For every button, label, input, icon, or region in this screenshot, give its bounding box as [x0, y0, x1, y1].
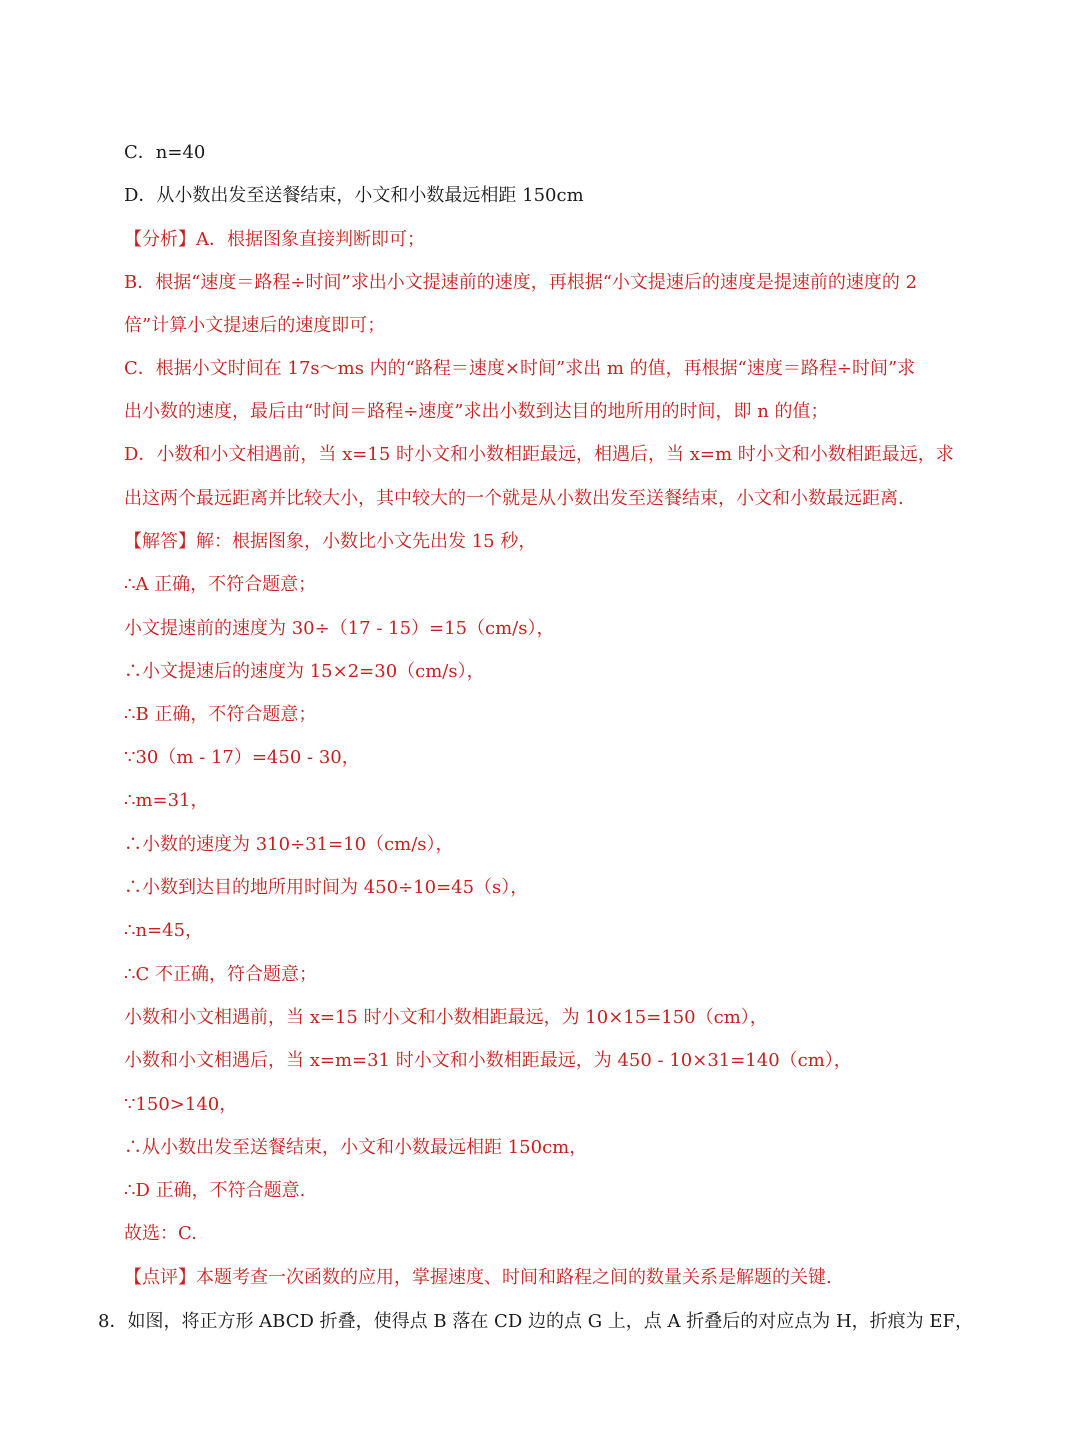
solution-line: ∴小数的速度为 310÷31=10（cm/s），: [124, 834, 454, 855]
solution-line: ∴小数到达目的地所用时间为 450÷10=45（s），: [124, 877, 529, 898]
analysis-line-6: D．小数和小文相遇前，当 x=15 时小文和小数相距最远，相遇后，当 x=m 时小文和小数相距最远，求: [124, 444, 954, 465]
solution-line: ∴从小数出发至送餐结束，小文和小数最远相距 150cm，: [124, 1137, 588, 1158]
solution-line: 小文提速前的速度为 30÷（17 - 15）=15（cm/s），: [124, 618, 555, 639]
analysis-line-5: 出小数的速度，最后由“时间＝路程÷速度”求出小数到达目的地所用的时间，即 n 的值；: [124, 401, 829, 422]
solution-line: ∴A 正确，不符合题意；: [124, 574, 317, 595]
analysis-line-1: 【分析】A．根据图象直接判断即可；: [124, 229, 425, 250]
solution-line: ∵150>140，: [124, 1094, 238, 1115]
solution-line: 小数和小文相遇前，当 x=15 时小文和小数相距最远，为 10×15=150（cm），: [124, 1007, 768, 1028]
solution-line: ∴D 正确，不符合题意.: [124, 1180, 306, 1201]
solution-line: ∴小文提速后的速度为 15×2=30（cm/s），: [124, 661, 485, 682]
analysis-line-3: 倍”计算小文提速后的速度即可；: [124, 315, 386, 336]
solution-line: ∴B 正确，不符合题意；: [124, 704, 317, 725]
analysis-line-4: C．根据小文时间在 17s～ms 内的“路程＝速度×时间”求出 m 的值，再根据“速度＝路程÷时间”求: [124, 358, 916, 379]
solution-line: ∴m=31，: [124, 790, 209, 811]
solution-line: ∵30（m - 17）=450 - 30，: [124, 747, 360, 768]
solution-line: ∴C 不正确，符合题意；: [124, 964, 317, 985]
question-8-stem: 8．如图，将正方形 ABCD 折叠，使得点 B 落在 CD 边的点 G 上，点 A 折叠后的对应点为 H，折痕为 EF，: [98, 1311, 974, 1332]
analysis-line-7: 出这两个最远距离并比较大小，其中较大的一个就是从小数出发至送餐结束，小文和小数最远距离.: [124, 488, 904, 509]
solution-line: 小数和小文相遇后，当 x=m=31 时小文和小数相距最远，为 450 - 10×31=140（cm），: [124, 1050, 852, 1071]
solution-line: ∴n=45，: [124, 920, 204, 941]
solution-line: 故选：C.: [124, 1223, 197, 1244]
solution-line: 【解答】解：根据图象，小数比小文先出发 15 秒，: [124, 531, 537, 552]
option-d: D．从小数出发至送餐结束，小文和小数最远相距 150cm: [124, 185, 584, 206]
comment-line: 【点评】本题考查一次函数的应用，掌握速度、时间和路程之间的数量关系是解题的关键.: [124, 1267, 832, 1288]
analysis-line-2: B．根据“速度＝路程÷时间”求出小文提速前的速度，再根据“小文提速后的速度是提速前的速度的 2: [124, 272, 918, 293]
option-c: C．n=40: [124, 142, 206, 163]
